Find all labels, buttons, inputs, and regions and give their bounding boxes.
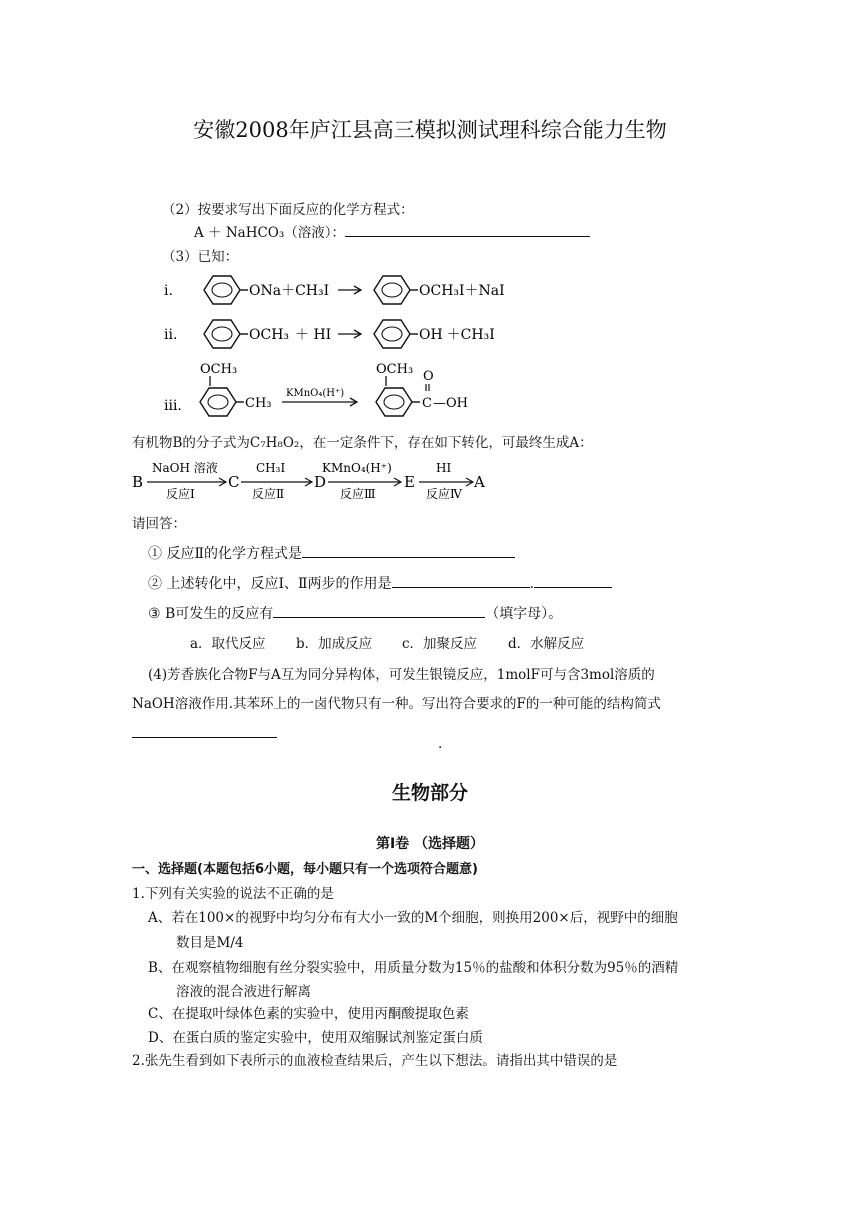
chain-arrow-2-top: CH₃I: [256, 461, 286, 475]
reaction-i-label: ⅰ.: [164, 283, 173, 299]
question-2-stem: 2.张先生看到如下表所示的血液检查结果后，产生以下想法。请指出其中错误的是: [132, 1053, 618, 1069]
reaction-iii: [160, 358, 500, 424]
chain-c: C: [228, 473, 240, 491]
reaction-iii-hydroxyl: —OH: [433, 396, 468, 411]
options-row: [190, 632, 584, 652]
reaction-iii-label: ⅲ.: [164, 398, 182, 414]
answer-blank: [345, 235, 590, 237]
benzene-ring-icon: [204, 276, 240, 304]
question-4-line-1: (4)芳香族化合物F与A互为同分异构体，可发生银镜反应，1molF可与含3mol溶质的: [148, 667, 655, 683]
reaction-iii-carbonyl-oxygen: O: [423, 369, 434, 384]
option-d: d．水解反应: [508, 636, 585, 652]
chain-arrow-1-top: NaOH 溶液: [152, 461, 218, 475]
reaction-iii-side-substituent: CH₃: [245, 396, 272, 411]
question-2-equation: [194, 221, 590, 241]
chain-e: E: [404, 473, 415, 491]
answer-blank: [534, 586, 612, 588]
question-3-intro: （3）已知：: [162, 249, 239, 265]
sub-question-3: [148, 603, 562, 623]
arrow-icon: [328, 478, 401, 486]
sub-question-1-text: ① 反应Ⅱ的化学方程式是: [148, 546, 302, 562]
chain-a: A: [474, 473, 485, 491]
question-4-line-2: NaOH溶液作用.其苯环上的一卤代物只有一种。写出符合要求的F的一种可能的结构简式: [132, 696, 661, 712]
question-1-stem: 1.下列有关实验的说法不正确的是: [132, 886, 334, 902]
option-c: c．加聚反应: [402, 636, 478, 652]
sub-question-2-text: ② 上述转化中，反应Ⅰ、Ⅱ两步的作用是: [148, 576, 392, 592]
reaction-ii-reactant: OCH₃ ＋ HI: [249, 327, 332, 343]
benzene-ring-icon: [376, 388, 412, 416]
answer-blank: [132, 736, 277, 738]
arrow-icon: [147, 478, 226, 486]
reaction-ii: [160, 314, 540, 354]
sub-question-3-note: （填字母）。: [485, 606, 563, 622]
answer-blank: [302, 556, 515, 558]
question-4-dot: .: [438, 736, 443, 752]
chain-arrow-2-bottom: 反应Ⅱ: [252, 487, 285, 501]
benzene-ring-icon: [374, 320, 410, 348]
reaction-iii-carbon: C: [422, 396, 432, 411]
benzene-ring-icon: [374, 276, 410, 304]
chain-b: B: [132, 473, 144, 491]
chain-arrow-1-bottom: 反应Ⅰ: [166, 487, 195, 501]
question-1-option-d: D、在蛋白质的鉴定实验中，使用双缩脲试剂鉴定蛋白质: [148, 1030, 483, 1046]
option-a: a．取代反应: [190, 636, 266, 652]
benzene-ring-icon: [200, 388, 236, 416]
question-1-option-a-line-2: 数目是M/4: [176, 935, 244, 951]
question-1-option-b-line-1: B、在观察植物细胞有丝分裂实验中，用质量分数为15％的盐酸和体积分数为95％的酒精: [148, 960, 679, 976]
benzene-ring-icon: [204, 320, 240, 348]
reaction-ii-product: OH ＋CH₃I: [419, 327, 495, 343]
arrow-icon: [241, 478, 312, 486]
arrow-icon: [338, 286, 361, 294]
reaction-i-reactant: ONa＋CH₃I: [249, 283, 330, 299]
reaction-iii-top-substituent: OCH₃: [200, 362, 238, 377]
chain-arrow-4-bottom: 反应Ⅳ: [426, 487, 462, 501]
chain-arrow-3-bottom: 反应Ⅲ: [340, 487, 376, 501]
volume-heading: 第Ⅰ卷 （选择题）: [375, 836, 485, 852]
reaction-iii-reagent: KMnO₄(H⁺): [286, 388, 345, 399]
arrow-icon: [419, 478, 473, 486]
chain-arrow-4-top: HI: [436, 461, 452, 475]
please-answer: 请回答：: [132, 516, 186, 532]
question-1-option-b-line-2: 溶液的混合液进行解离: [176, 984, 311, 1000]
arrow-icon: [338, 330, 361, 338]
compound-b-intro: 有机物B的分子式为C₇H₈O₂，在一定条件下，存在如下转化，可最终生成A：: [132, 435, 593, 451]
question-2-intro: （2）按要求写出下面反应的化学方程式：: [162, 202, 414, 218]
chain-d: D: [314, 473, 327, 491]
answer-blank: [392, 586, 530, 588]
sub-question-3-text: ③ B可发生的反应有: [148, 606, 274, 622]
part-heading: 一、选择题(本题包括6小题，每小题只有一个选项符合题意): [132, 862, 478, 877]
question-1-option-a-line-1: A、若在100×的视野中均匀分布有大小一致的M个细胞，则换用200×后，视野中的细胞: [148, 910, 678, 926]
reaction-i-product: OCH₃I＋NaI: [419, 283, 505, 299]
page-title: 安徽2008年庐江县高三模拟测试理科综合能力生物: [193, 118, 667, 142]
chain-arrow-3-top: KMnO₄(H⁺): [322, 461, 392, 475]
reaction-i: [160, 270, 540, 310]
reaction-iii-product-top-substituent: OCH₃: [376, 362, 414, 377]
arrow-icon: [282, 398, 357, 406]
question-1-option-c: C、在提取叶绿体色素的实验中，使用丙酮酸提取色素: [148, 1006, 469, 1022]
option-b: b．加成反应: [296, 636, 373, 652]
answer-blank: [273, 616, 485, 618]
sub-question-1: [148, 543, 515, 563]
section-heading: 生物部分: [391, 782, 468, 804]
question-2-equation-text: A ＋ NaHCO₃（溶液）：: [194, 225, 346, 241]
sub-question-2: [148, 573, 612, 593]
transformation-chain: [130, 458, 510, 504]
reaction-ii-label: ⅱ.: [164, 327, 178, 343]
sub-question-2-dot: .: [529, 576, 534, 592]
